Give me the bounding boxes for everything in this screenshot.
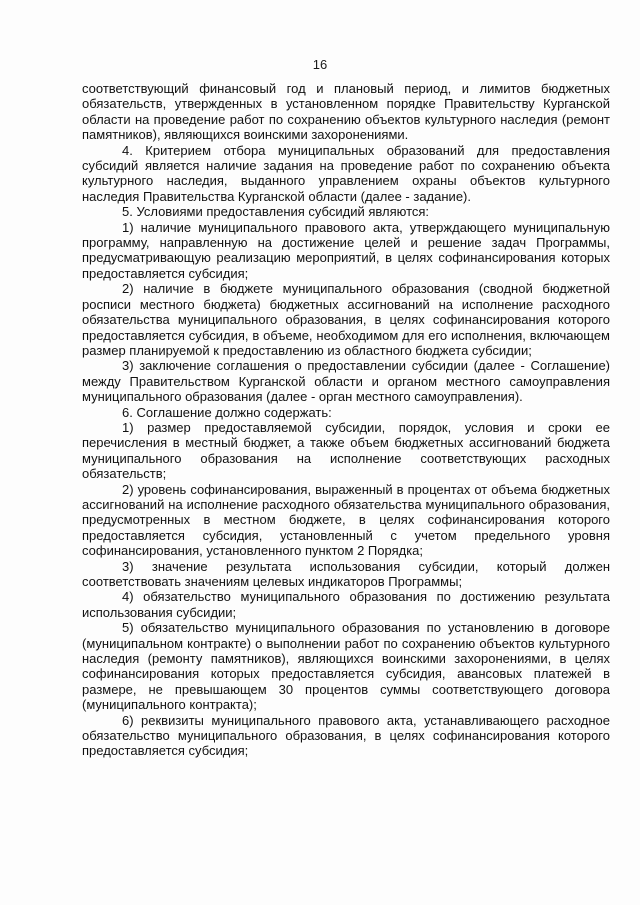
document-body: [82, 81, 610, 759]
paragraph-item-4-selection-criterion: 4. Критерием отбора муниципальных образований для предоставления субсидий является наличие задания на проведение работ по сохранению объекта культурного наследия, выданного управлением охраны объектов культурного наследия Правительства Курганской области (далее - задание).: [82, 142, 610, 204]
paragraph-agreement-1: 1) размер предоставляемой субсидии, порядок, условия и сроки ее перечисления в местный бюджет, а также объем бюджетных ассигнований бюджета муниципального образования на исполнение соответствующих расходных обязательств;: [82, 419, 610, 482]
page-number: 16: [312, 57, 328, 72]
paragraph-agreement-2: 2) уровень софинансирования, выраженный в процентах от объема бюджетных ассигнований на исполнение расходного обязательства муниципального образования, предусмотренных в местном бюджете, в целях софинансирования которого предоставляется субсидия, установленный с учетом предельного уровня софинансирования, установленного пунктом 2 Порядка;: [82, 481, 610, 559]
paragraph-agreement-5: 5) обязательство муниципального образования по установлению в договоре (муниципальном контракте) о выполнении работ по сохранению объектов культурного наследия (ремонту памятников), являющихся воинскими захоронениями, в целях софинансирования которых предоставляется субсидия, авансовых платежей в размере, не превышающем 30 процентов суммы соответствующего договора (муниципального контракта);: [82, 620, 610, 713]
paragraph-item-6-agreement-heading: 6. Соглашение должно содержать:: [122, 404, 332, 420]
paragraph-condition-2: 2) наличие в бюджете муниципального образования (сводной бюджетной росписи местного бюджета) бюджетных ассигнований на исполнение расходного обязательства муниципального образования, в целях софинансирования которого предоставляется субсидия, в объеме, необходимом для его исполнения, включающем размер планируемой к предоставлению из областного бюджета субсидии;: [82, 281, 610, 358]
paragraph-agreement-6: 6) реквизиты муниципального правового акта, устанавливающего расходное обязательство муниципального образования, в целях софинансирования которого предоставляется субсидия;: [82, 712, 610, 759]
paragraph-item-5-conditions-heading: 5. Условиями предоставления субсидий являются:: [122, 204, 430, 220]
paragraph-condition-3: 3) заключение соглашения о предоставлении субсидии (далее - Соглашение) между Правительством Курганской области и органом местного самоуправления муниципального образования (далее - орган местного самоуправления).: [82, 358, 610, 405]
paragraph-continuation: соответствующий финансовый год и плановый период, и лимитов бюджетных обязательств, утвержденных в установленном порядке Правительству Курганской области на проведение работ по сохранению объектов культурного наследия (ремонт памятников), являющихся воинскими захоронениями.: [82, 81, 610, 143]
paragraph-agreement-4: 4) обязательство муниципального образования по достижению результата использования субсидии;: [82, 589, 610, 620]
paragraph-condition-1: 1) наличие муниципального правового акта, утверждающего муниципальную программу, направленную на достижение целей и решение задач Программы, предусматривающую реализацию мероприятий, в целях софинансирования которых предоставляется субсидия;: [82, 219, 610, 281]
paragraph-agreement-3: 3) значение результата использования субсидии, который должен соответствовать значениям целевых индикаторов Программы;: [82, 558, 610, 589]
